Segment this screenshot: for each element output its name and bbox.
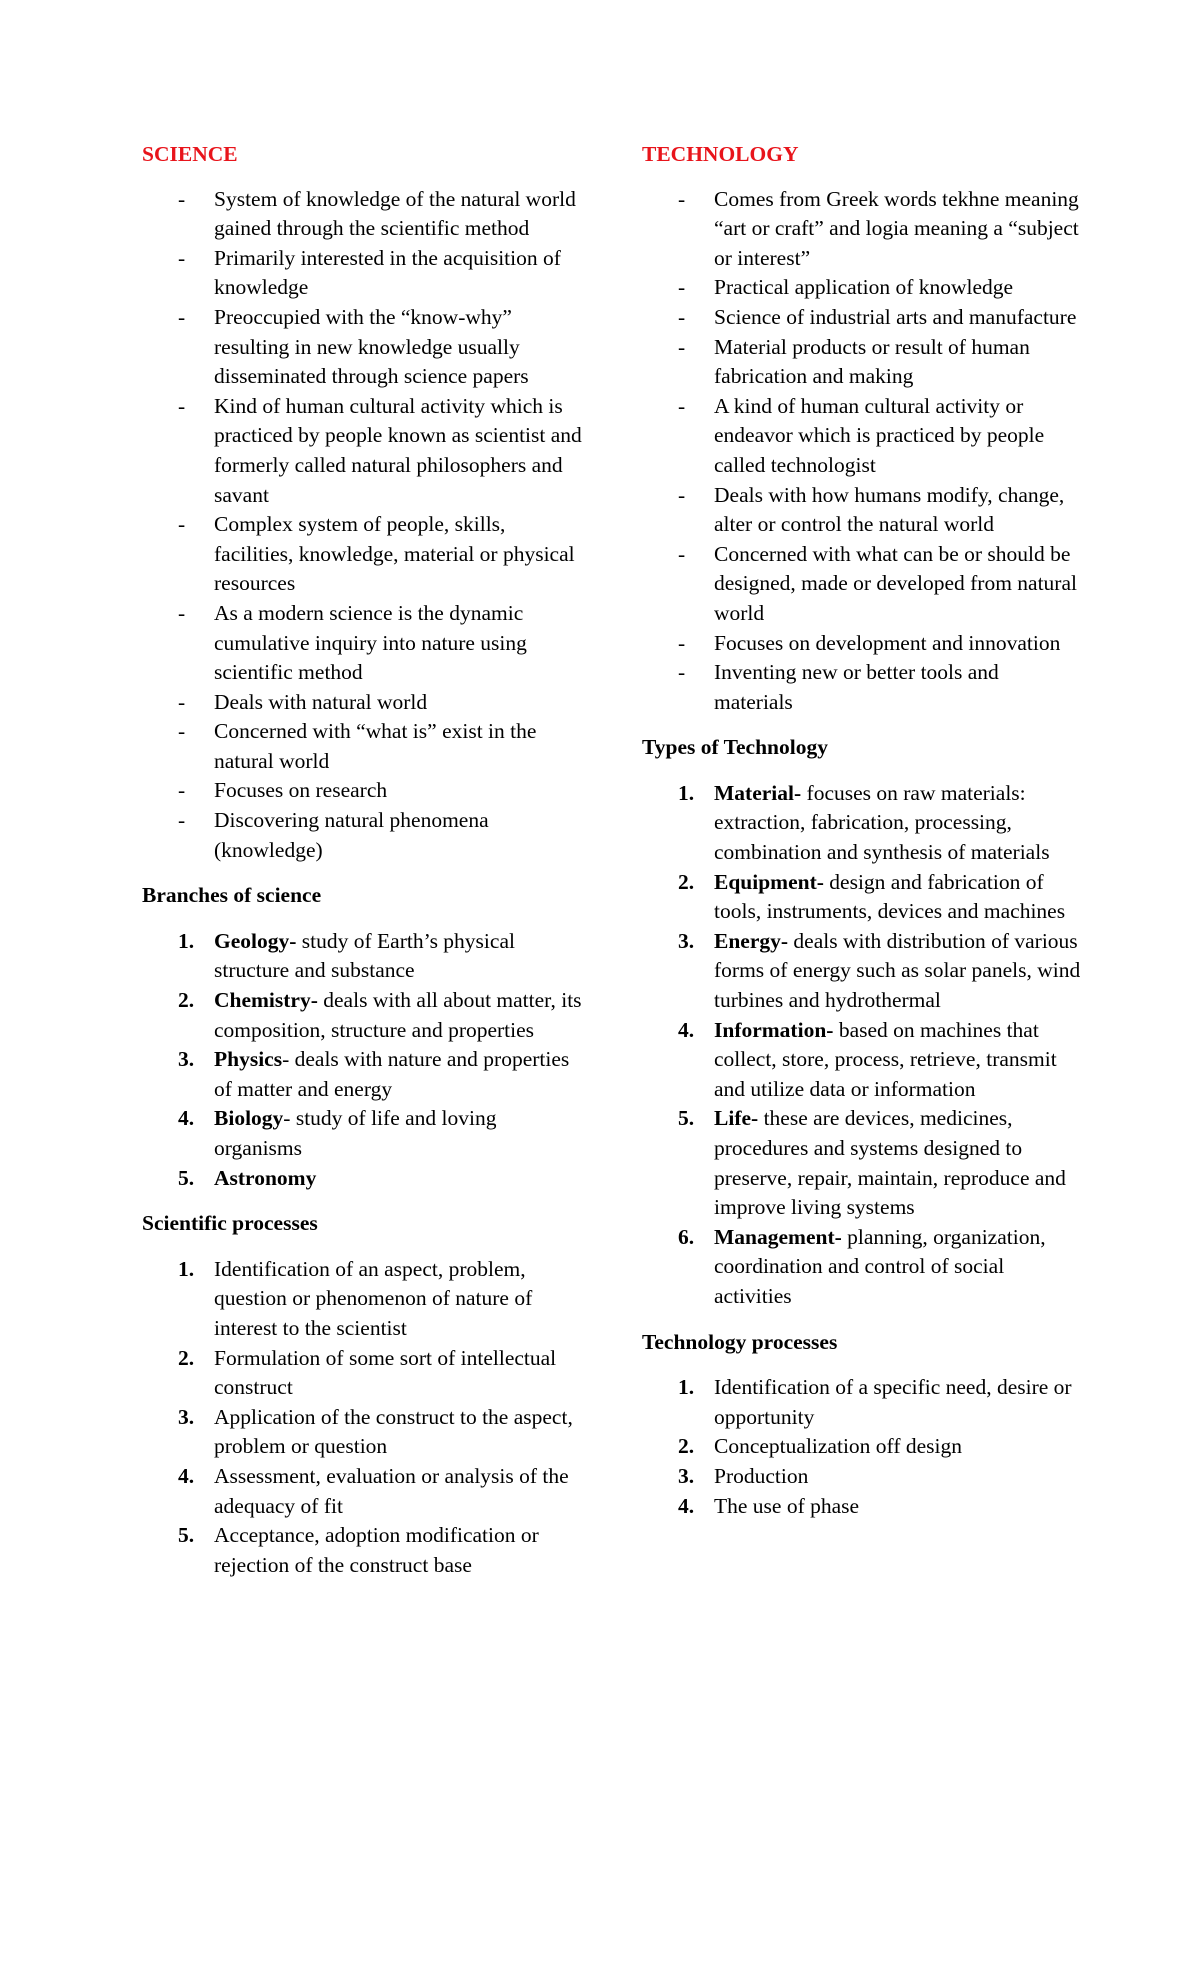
list-item [642,1223,1082,1312]
science-column [142,140,582,1580]
list-item [642,303,1082,333]
item-term: Astronomy [214,1165,317,1190]
item-term: Physics [214,1047,283,1072]
dash-bullet: - [678,186,686,211]
item-number: 1. [678,1375,695,1400]
list-item [142,1164,582,1194]
list-item [142,688,582,718]
dash-bullet: - [178,512,186,537]
list-item [642,540,1082,629]
branches-list [142,927,582,1193]
list-item [642,1373,1082,1432]
item-term: Geology- [214,928,297,953]
list-item [142,806,582,865]
item-number: 2. [678,1434,695,1459]
technology-points-list [642,185,1082,718]
list-item [142,776,582,806]
list-item-text: Concerned with “what is” exist in the natural world [214,719,537,773]
dash-bullet: - [678,630,686,655]
item-number: 5. [178,1523,195,1548]
list-item-text: A kind of human cultural activity or endeavor which is practiced by people called technologist [714,393,1045,477]
list-item-text: Preoccupied with the “know-why” resulting in new knowledge usually disseminated through science papers [214,304,529,389]
list-item-text: Kind of human cultural activity which is practiced by people known as scientist and formerly called natural philosophers and savant [214,393,582,507]
item-text: Formulation of some sort of intellectual construct [214,1345,557,1400]
list-item [142,1045,582,1104]
item-number: 2. [178,1345,195,1370]
item-number: 4. [178,1463,195,1488]
list-item-text: Focuses on research [214,778,388,803]
item-text: deals with all about matter, its composition, structure and properties [214,988,582,1042]
dash-bullet: - [178,186,186,211]
item-number: 2. [178,988,195,1013]
dash-bullet: - [178,778,186,803]
item-number: 5. [178,1165,195,1190]
item-number: 3. [178,1404,195,1429]
item-text: these are devices, medicines, procedures and systems designed to preserve, repair, maintain, reproduce and improve living systems [714,1106,1066,1220]
list-item-text: Deals with natural world [214,689,428,714]
item-term: Material- [714,780,802,805]
science-heading: SCIENCE [142,142,238,166]
item-text: The use of phase [714,1493,860,1518]
list-item [142,1104,582,1163]
list-item [142,185,582,244]
scientific-processes-heading: Scientific processes [142,1211,318,1236]
list-item [642,927,1082,1016]
list-item [142,927,582,986]
item-text: focuses on raw materials: extraction, fabrication, processing, combination and synthesis of materials [714,780,1050,865]
item-number: 2. [678,869,695,894]
list-item [142,392,582,510]
dash-bullet: - [678,660,686,685]
science-points-list [142,185,582,866]
list-item-text: Material products or result of human fabrication and making [714,334,1030,389]
item-text: Assessment, evaluation or analysis of the adequacy of fit [214,1463,569,1518]
list-item-text: System of knowledge of the natural world gained through the scientific method [214,186,576,241]
item-text: Application of the construct to the aspect, problem or question [214,1404,573,1459]
technology-heading: TECHNOLOGY [642,142,799,166]
dash-bullet: - [178,245,186,270]
list-item [142,1403,582,1462]
list-item [642,185,1082,274]
dash-bullet: - [178,719,186,744]
list-item [642,481,1082,540]
list-item-text: Primarily interested in the acquisition of knowledge [214,245,561,300]
list-item [642,1104,1082,1222]
item-number: 4. [178,1106,195,1131]
dash-bullet: - [678,275,686,300]
list-item-text: Focuses on development and innovation [714,630,1061,655]
item-term: Information- [714,1017,834,1042]
list-item-text: Practical application of knowledge [714,275,1014,300]
types-list [642,779,1082,1312]
item-text: - deals with nature and properties of matter and energy [214,1047,570,1101]
item-term: Life- [714,1106,759,1131]
dash-bullet: - [678,334,686,359]
item-term: Energy- [714,928,789,953]
dash-bullet: - [678,482,686,507]
item-number: 1. [178,928,195,953]
dash-bullet: - [178,393,186,418]
list-item [642,1492,1082,1522]
dash-bullet: - [678,393,686,418]
item-number: 3. [678,1463,695,1488]
item-number: 6. [678,1224,695,1249]
item-text: Identification of a specific need, desire or opportunity [714,1375,1072,1429]
dash-bullet: - [178,808,186,833]
item-text: deals with distribution of various forms of energy such as solar panels, wind turbines and hydrothermal [714,928,1081,1013]
item-text: Conceptualization off design [714,1434,962,1459]
list-item [642,1462,1082,1492]
list-item [642,273,1082,303]
list-item [142,244,582,303]
technology-column [642,140,1082,1521]
list-item-text: Deals with how humans modify, change, alter or control the natural world [714,482,1065,537]
item-term: Biology [214,1106,284,1131]
item-number: 3. [678,928,695,953]
list-item-text: As a modern science is the dynamic cumulative inquiry into nature using scientific method [214,600,527,685]
scientific-processes-list [142,1255,582,1581]
item-text: design and fabrication of tools, instruments, devices and machines [714,869,1066,924]
item-number: 1. [678,780,695,805]
item-term: Equipment- [714,869,824,894]
list-item-text: Concerned with what can be or should be designed, made or developed from natural world [714,541,1077,625]
list-item [642,868,1082,927]
list-item [642,1016,1082,1105]
dash-bullet: - [678,541,686,566]
item-text: Production [714,1463,809,1488]
list-item [142,986,582,1045]
list-item [142,1462,582,1521]
item-text: study of Earth’s physical structure and substance [214,928,515,983]
list-item [642,1432,1082,1462]
list-item [642,658,1082,717]
item-term: Management- [714,1224,842,1249]
list-item-text: Inventing new or better tools and materials [714,660,999,714]
list-item [142,303,582,392]
list-item [142,510,582,599]
item-number: 4. [678,1493,695,1518]
list-item [142,717,582,776]
item-text: Identification of an aspect, problem, question or phenomenon of nature of interest to the scientist [214,1256,533,1340]
list-item [642,333,1082,392]
dash-bullet: - [678,304,686,329]
branches-heading: Branches of science [142,883,322,908]
list-item [642,392,1082,481]
item-text: planning, organization, coordination and control of social activities [714,1224,1046,1308]
list-item-text: Complex system of people, skills, facilities, knowledge, material or physical resources [214,512,575,596]
item-text: - study of life and loving organisms [214,1106,497,1160]
list-item-text: Comes from Greek words tekhne meaning “art or craft” and logia meaning a “subject or interest” [714,186,1079,270]
list-item [642,779,1082,868]
list-item [142,1344,582,1403]
item-text: based on machines that collect, store, process, retrieve, transmit and utilize data or information [714,1017,1057,1101]
dash-bullet: - [178,689,186,714]
list-item [142,1255,582,1344]
item-number: 3. [178,1047,195,1072]
list-item [142,1521,582,1580]
item-text: Acceptance, adoption modification or rejection of the construct base [214,1523,539,1577]
list-item [642,629,1082,659]
item-number: 4. [678,1017,695,1042]
dash-bullet: - [178,304,186,329]
technology-processes-heading: Technology processes [642,1329,838,1354]
item-number: 1. [178,1256,195,1281]
technology-processes-list [642,1373,1082,1521]
list-item-text: Discovering natural phenomena (knowledge) [214,808,489,862]
dash-bullet: - [178,600,186,625]
types-heading: Types of Technology [642,735,828,760]
item-term: Chemistry- [214,988,318,1013]
list-item [142,599,582,688]
list-item-text: Science of industrial arts and manufacture [714,304,1077,329]
item-number: 5. [678,1106,695,1131]
